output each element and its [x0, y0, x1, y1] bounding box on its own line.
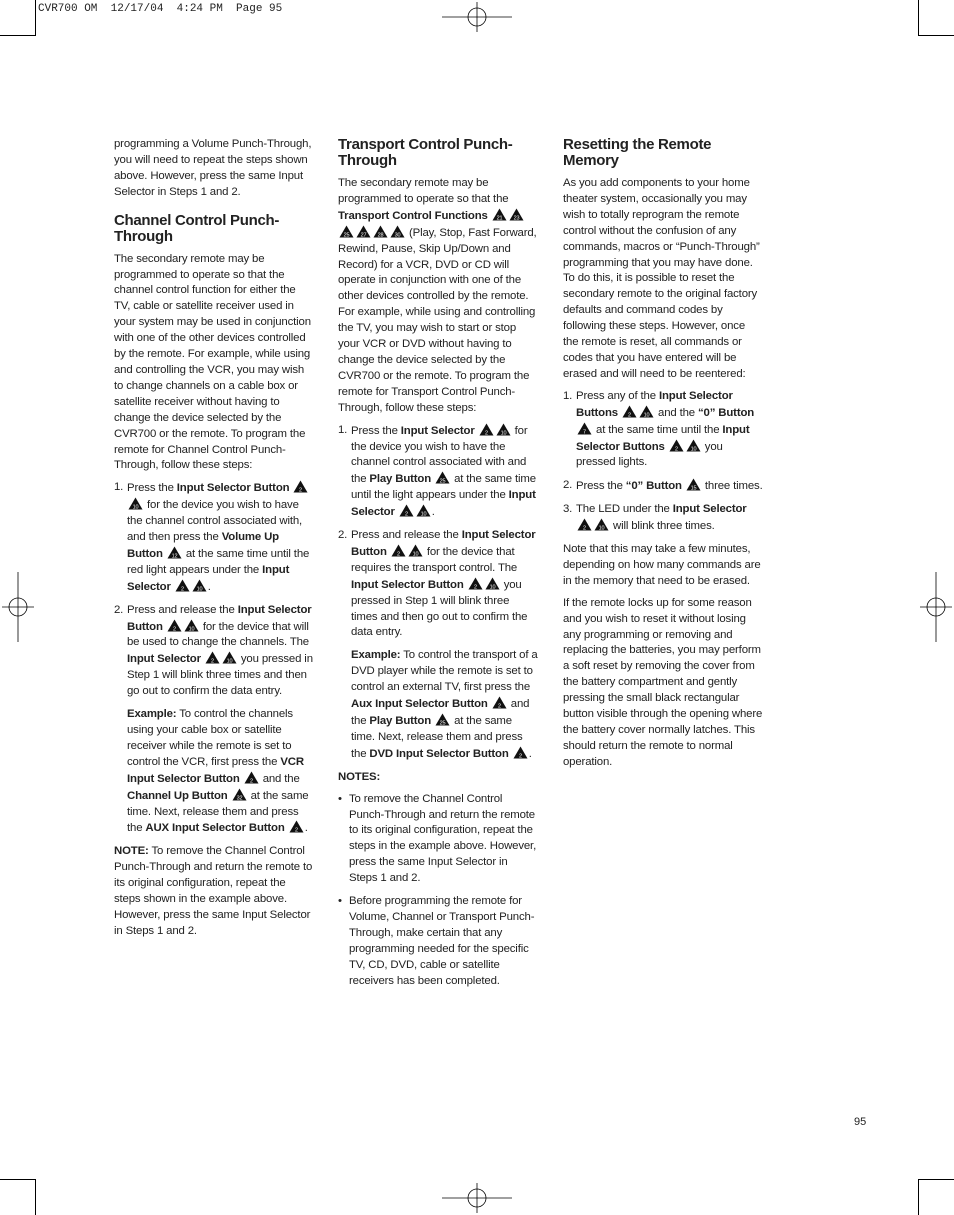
key-10-icon — [485, 577, 500, 590]
step-number: 3. — [563, 503, 573, 516]
column-1 — [114, 137, 314, 946]
step-number: 1. — [563, 389, 573, 402]
body-text: As you add components to your home theater system, occasionally you may wish to totally reprogram the remote control without the confusion of any commands, macros or “Punch-Through” programming that you may have done. To do this, it is possible to reset the secondary remote to the original factory defaults and command codes by following these steps. However, once the remote is reset, all commands or codes that you have entered will be erased and will need to be reentered: — [563, 177, 760, 380]
example: Example: To control the channels using your cable box or satellite receiver while the remote is set to control the VCR, first press the VCR Input Selector Button 2 and the Channel Up Button 32 at the same time. Next, release them and press the AUX Input Selector Button 2 . — [127, 708, 309, 835]
step-number: 1. — [338, 423, 348, 436]
page-number: 95 — [854, 1116, 867, 1128]
svg-text:2: 2 — [484, 430, 488, 436]
key-10-icon — [416, 504, 431, 517]
key-10-icon — [408, 544, 423, 557]
registration-mark-right — [920, 572, 952, 642]
key-27-icon — [356, 225, 371, 238]
key-10-icon — [686, 439, 701, 452]
key-2-icon — [289, 820, 304, 833]
svg-text:15: 15 — [690, 485, 697, 492]
svg-text:2: 2 — [294, 827, 298, 834]
svg-text:25: 25 — [343, 232, 350, 238]
key-2-icon — [622, 405, 637, 418]
heading-transport-control: Transport Control Punch-Through — [338, 136, 513, 169]
column-2 — [338, 137, 538, 997]
svg-text:2: 2 — [473, 584, 477, 590]
key-2-icon — [167, 619, 182, 632]
key-25-icon — [339, 225, 354, 238]
registration-mark-top — [442, 2, 512, 32]
svg-text:2: 2 — [404, 511, 408, 518]
key-2-icon — [399, 504, 414, 517]
crop-mark — [0, 1179, 36, 1180]
svg-text:10: 10 — [226, 658, 233, 665]
svg-text:30: 30 — [394, 232, 401, 238]
svg-text:10: 10 — [489, 584, 496, 590]
heading-channel-control: Channel Control Punch-Through — [114, 211, 280, 245]
key-10-icon — [222, 651, 237, 664]
crop-mark — [918, 1179, 919, 1215]
key-10-icon — [496, 423, 511, 436]
key-2-icon — [468, 577, 483, 590]
key-15-icon — [686, 478, 701, 491]
step-2: 2. Press the “0” Button 15 three times. — [563, 479, 763, 493]
heading-resetting-memory: Resetting the Remote Memory — [563, 136, 712, 169]
svg-text:10: 10 — [132, 504, 139, 511]
svg-text:10: 10 — [598, 525, 605, 532]
crop-mark — [35, 0, 36, 36]
key-2-icon — [244, 771, 259, 784]
svg-text:10: 10 — [500, 430, 507, 436]
registration-mark-bottom — [442, 1183, 512, 1213]
key-12-icon — [167, 546, 182, 559]
key-28-icon — [373, 225, 388, 238]
key-21-icon — [492, 208, 507, 221]
step-1: 1. Press the Input Selector Button 2 10 for the device you wish to have the channel control associated with, and then press the Volume Up Button 12 at the same time until the red light appears under the Input Selector 2 10 . — [114, 481, 310, 593]
example: Example: To control the transport of a DVD player while the remote is set to control an external TV, first press the Aux Input Selector Button 2 and the Play Button 25 at the same time. Next, release them and press the DVD Input Selector Button 2 . — [351, 649, 538, 760]
key-25-icon — [435, 471, 450, 484]
key-2-icon — [479, 423, 494, 436]
note-bullet: • To remove the Channel Control Punch-Through and return the remote to its original configuration, repeat the steps in the example above. However, press the same Input Selector in Steps 1 and 2. — [338, 792, 537, 885]
svg-text:7: 7 — [583, 429, 586, 435]
key-10-icon — [639, 405, 654, 418]
key-23-icon — [509, 208, 524, 221]
svg-text:25: 25 — [439, 478, 446, 485]
svg-text:2: 2 — [172, 626, 176, 632]
intro-text: programming a Volume Punch-Through, you will need to repeat the steps shown above. However, press the same Input Selector in Steps 1 and 2. — [114, 138, 312, 198]
svg-text:2: 2 — [583, 525, 586, 532]
svg-text:10: 10 — [188, 626, 195, 632]
key-10-icon — [128, 497, 143, 510]
step-number: 2. — [563, 479, 573, 492]
key-2-icon — [513, 746, 528, 759]
note-bullet: • Before programming the remote for Volume, Channel or Transport Punch-Through, make certain that any programming needed for the specific TV, CD, DVD, cable or satellite receivers has been completed. — [338, 895, 535, 987]
svg-text:10: 10 — [420, 511, 427, 518]
step-2: 2. Press and release the Input Selector Button 2 10 for the device that will be used to change the channels. The Input Selector 2 10 you pressed in Step 1 will blink three times and then go out to confirm the data entry. — [114, 603, 313, 698]
key-2-icon — [391, 544, 406, 557]
slug-line: CVR700 OM 12/17/04 4:24 PM Page 95 — [38, 3, 283, 15]
body-text: Note that this may take a few minutes, depending on how many commands are in the memory that need to be erased. — [563, 543, 761, 587]
key-32-icon — [232, 788, 247, 801]
key-2-icon — [205, 651, 220, 664]
key-10-icon — [594, 518, 609, 531]
svg-text:23: 23 — [513, 215, 520, 221]
svg-text:10: 10 — [690, 446, 697, 452]
svg-text:10: 10 — [196, 586, 203, 592]
key-2-icon — [175, 579, 190, 592]
key-7-icon — [577, 422, 592, 435]
crop-mark — [918, 0, 919, 36]
svg-text:2: 2 — [518, 753, 522, 759]
step-3: 3. The LED under the Input Selector 2 10 will blink three times. — [563, 503, 747, 533]
step-2: 2. Press and release the Input Selector Button 2 10 for the device that requires the transport control. The Input Selector Button 2 10 you pressed in Step 1 will blink three times and then go out to confirm the data entry. — [338, 529, 536, 639]
svg-text:28: 28 — [377, 232, 384, 238]
notes-label: NOTES: — [338, 770, 381, 783]
svg-text:2: 2 — [210, 658, 214, 665]
crop-mark — [35, 1179, 36, 1215]
svg-text:2: 2 — [674, 446, 678, 452]
key-10-icon — [184, 619, 199, 632]
step-number: 2. — [114, 603, 124, 616]
svg-text:27: 27 — [360, 232, 367, 238]
column-3 — [563, 137, 763, 777]
registration-mark-left — [2, 572, 34, 642]
svg-text:2: 2 — [180, 586, 184, 592]
body-text: The secondary remote may be programmed to operate so that the Transport Control Functions 21 23 25 27 28 30 (Play, Stop, Fast Forward, Rewind, Pause, Skip Up/Down and Record) for a VCR, DVD or CD will operate in conjunction with one of the other devices controlled by the remote. For example, while using and controlling the TV, you may wish to start or stop your VCR or DVD without having to change the device selected by the CVR700 or the remote. To program the remote for Transport Control Punch-Through, follow these steps: — [338, 177, 537, 414]
svg-text:2: 2 — [628, 412, 631, 418]
key-2-icon — [492, 696, 507, 709]
svg-text:2: 2 — [497, 703, 501, 710]
step-number: 2. — [338, 529, 348, 542]
note: NOTE: To remove the Channel Control Punch-Through and return the remote to its original configuration, repeat the steps shown in the example above. However, press the same Input Selector in Steps 1 and 2. — [114, 845, 313, 937]
key-30-icon — [390, 225, 405, 238]
key-2-icon — [293, 480, 308, 493]
svg-text:25: 25 — [439, 720, 446, 726]
crop-mark — [918, 35, 954, 36]
svg-text:10: 10 — [412, 551, 419, 557]
key-10-icon — [192, 579, 207, 592]
crop-mark — [0, 35, 36, 36]
svg-text:21: 21 — [496, 215, 503, 221]
crop-mark — [918, 1179, 954, 1180]
svg-text:2: 2 — [249, 778, 253, 784]
svg-text:10: 10 — [643, 412, 650, 418]
step-number: 1. — [114, 481, 124, 494]
key-25-icon — [435, 713, 450, 726]
svg-text:12: 12 — [171, 553, 178, 559]
key-2-icon — [577, 518, 592, 531]
svg-text:32: 32 — [236, 795, 243, 801]
step-1: 1. Press the Input Selector 2 10 for the device you wish to have the channel control associated with and the Play Button 25 at the same time until the light appears under the Input Selector 2 10 . — [338, 423, 536, 519]
svg-text:2: 2 — [299, 487, 303, 494]
key-2-icon — [669, 439, 684, 452]
svg-text:2: 2 — [396, 551, 400, 557]
body-text: The secondary remote may be programmed to operate so that the channel control function for either the TV, cable or satellite receiver used in your system may be used in conjunction with one of the other devices controlled by the remote. For example, while using and controlling the VCR, you may wish to change channels on a cable box or satellite receiver without having to change the device selected by the CVR700 or the remote. To program the remote for Channel Control Punch-Through, follow these steps: — [114, 252, 311, 472]
body-text: If the remote locks up for some reason and you wish to reset it without losing any programming or removing and replacing the batteries, you may perform a soft reset by removing the cover from the battery compartment and gently pressing the small black rectangular button visible through the opening where the battery cover normally latches. This should return the remote to normal operation. — [563, 596, 763, 768]
step-1: 1. Press any of the Input Selector Buttons 2 10 and the “0” Button 7 at the same time until the Input Selector Buttons 2 10 you pressed lights. — [563, 389, 755, 469]
